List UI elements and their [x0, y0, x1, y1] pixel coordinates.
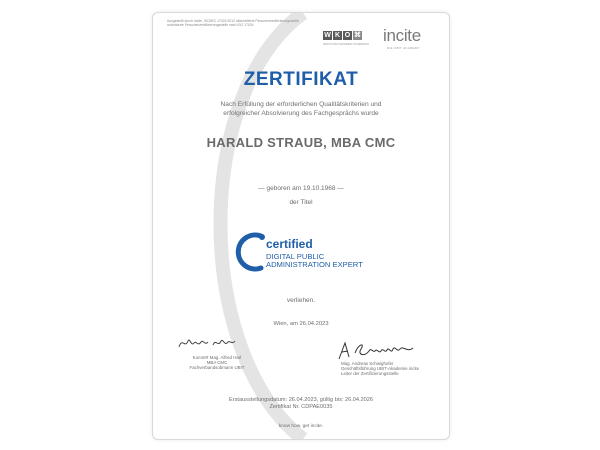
- right-signature: [337, 339, 417, 361]
- footer-tagline: know how. get incite.: [278, 424, 324, 429]
- recipient-name: HARALD STRAUB, MBA CMC: [206, 135, 396, 150]
- validity-info: [153, 397, 449, 411]
- designation-line-2: ADMINISTRATION EXPERT: [266, 260, 363, 269]
- title-line: der Titel: [289, 199, 313, 206]
- wko-logo-letter-w: W: [324, 32, 331, 39]
- wko-logo: [323, 31, 363, 41]
- certificate-number: Zertifikat Nr. CDPAE0035: [269, 404, 333, 410]
- place-date: Wien, am 26.04.2023: [273, 321, 329, 327]
- awarded-text: verliehen.: [286, 297, 316, 304]
- incite-subtitle: DIE UBIT ACADEMY: [387, 46, 420, 50]
- accreditation-text: Ausgestellt durch incite, ISO/IEC 17024:2012 akkreditierte Personenzertifizierungsstelle: [167, 19, 299, 23]
- left-signatory-role: Fachverbandsobmann UBIT: [189, 365, 245, 371]
- wko-logo-letter-k: K: [334, 32, 341, 39]
- incite-logo: incite: [383, 26, 421, 45]
- wko-subtitle: WIRTSCHAFTSKAMMER ÖSTERREICH: [323, 43, 370, 46]
- certificate-title: ZERTIFIKAT: [243, 69, 359, 90]
- intro-line-2: erfolgreicher Absolvierung des Fachgesprächs wurde: [223, 109, 379, 117]
- designation-line-1: DIGITAL PUBLIC: [266, 252, 325, 261]
- issue-validity-dates: Erstausstellungsdatum: 26.04.2023, gültig bis: 26.04.2026: [229, 397, 373, 403]
- wko-eagle-icon: ⌘: [354, 32, 361, 39]
- wko-logo-letter-o: O: [344, 32, 351, 39]
- left-signatory-title: MBA CMC: [206, 360, 228, 366]
- left-signature: [177, 335, 237, 351]
- certificate-document: [152, 12, 450, 440]
- designation: [266, 253, 363, 269]
- birth-date-line: — geboren am 19.10.1968 —: [258, 185, 344, 192]
- left-signatory-name: KommR Mag. Alfred Harl: [192, 355, 242, 360]
- right-signatory: [341, 361, 441, 377]
- right-signatory-role: Leiter der Zertifizierungsstelle: [341, 371, 399, 377]
- intro-line-1: Nach Erfüllung der erforderlichen Qualitätskriterien und: [220, 101, 382, 108]
- intro-text: [153, 101, 449, 118]
- accreditation-text-2: autorisierte Personenzertifizierungsstelle nach ISO 17024: [167, 23, 254, 27]
- left-signatory: [177, 355, 257, 371]
- right-signatory-name: Mag. Andreas Schwighofer: [341, 361, 394, 366]
- certified-word: certified: [266, 237, 313, 251]
- right-signatory-title: Geschäftsführung UBIT-Akademie incite: [341, 366, 420, 372]
